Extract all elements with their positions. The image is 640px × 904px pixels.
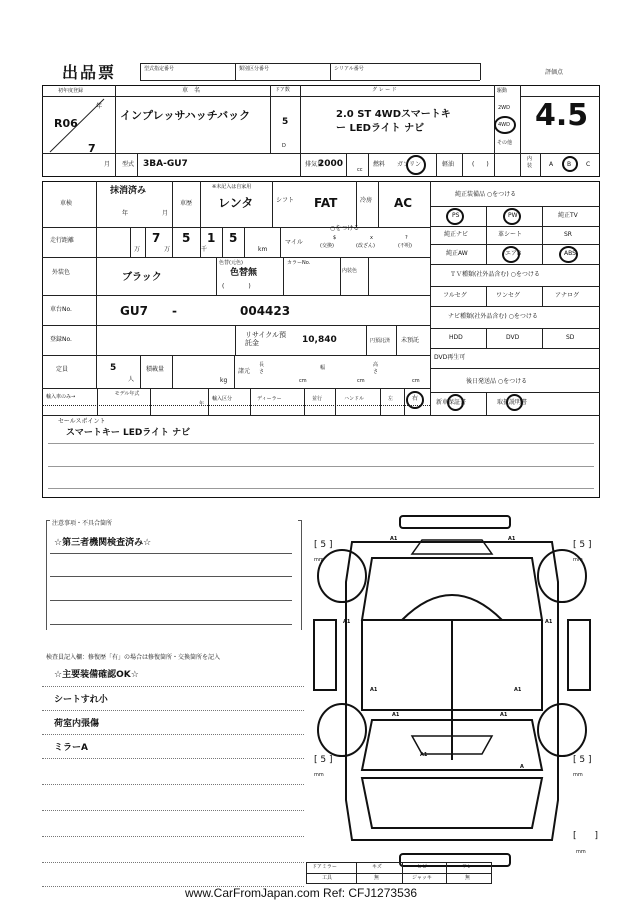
height-label: 高さ [373,362,379,375]
meter-label-2: (改ざん) [356,243,375,249]
sales-point-label: セールスポイント [58,418,106,425]
shaken-label: 車検 [60,200,73,207]
legend-scratch: キズ [372,864,382,870]
tread-fl: [ 5 ] [314,540,333,550]
length-label: 長さ [259,362,265,375]
date-slash [42,97,115,153]
capacity-label: 定員 [56,366,69,373]
damage-a1-2: A1 [508,536,516,542]
damage-a1-1: A1 [390,536,398,542]
meter-label-3: (不明) [398,243,412,249]
inspector-item-3: 荷室内張傷 [54,719,100,729]
ship-manual-circle [506,394,523,411]
diesel-bracket: ( ) [472,161,489,168]
ext-color-label: 外装色 [52,269,71,276]
model-year-unit: 年 [199,401,205,407]
tv-head: ＴＶ種類(社外品含む) ○をつける [450,271,540,278]
legend-break: ワレ [462,864,473,870]
doors-label: ドア数 [275,87,290,93]
damage-a1-7: A1 [392,712,400,718]
opt-ps-circle [446,208,464,225]
opt-tv: 純正TV [558,212,578,219]
fuel-circle [406,155,426,175]
tread-rl-unit: mm [314,772,324,778]
recycle-label: リサイクル預託金 [245,331,287,347]
history-note: ※未記入は自家用 [212,184,252,190]
handle-label: ハンドル [344,396,365,402]
opt-abs: ABS [564,250,576,257]
drive-other: その他 [497,140,513,146]
recycle-no: 未預託 [401,337,420,344]
ext-color-value: ブラック [122,272,162,283]
width-label: 幅 [320,365,326,371]
opt-airbag-circle [502,246,520,263]
recycle-unit: 円預託済 [370,338,391,344]
genuine-head: 純正装備品 ○をつける [455,191,517,198]
cc-unit: cc [357,167,363,173]
navi-dvd: DVD [506,334,520,341]
mileage-label: 走行距離 [50,237,75,244]
handle-left: 左 [388,396,394,402]
grade-line-2: ー LEDライト ナビ [336,123,425,134]
history-value: レンタ [218,196,254,210]
evaluation-score: 4.5 [535,98,589,133]
opt-ps: PS [452,212,460,219]
interior-c: C [586,161,591,168]
chassis-label: 車台No. [50,306,72,313]
ship-manual: 取扱説明書 [497,399,528,406]
model-year-label: モデル年式 [114,391,140,397]
int-color-label: 内装色 [342,268,358,274]
repaint-bracket: ( ) [222,283,251,290]
maru-hint: ○をつける [330,225,360,232]
mileage-digit-2: 5 [182,231,191,245]
shaken-year: 年 [122,210,129,217]
legend-jack-none: 無 [465,875,471,881]
doors-value: 5 [282,117,289,127]
import-dealer: ディーラー [257,396,282,402]
interior-b-circle [562,156,578,172]
damage-a1-5: A1 [370,687,378,693]
field-class-no: 類別区分番号 [239,66,270,72]
dvd-playback: DVD再生可 [434,354,466,361]
tread-spare: [ ] [573,831,599,841]
opt-leather: 革シート [498,231,523,238]
fuel-label: 燃料 [373,161,386,168]
first-reg-label: 初年度登録 [58,88,84,94]
tv-fullseg: フルセグ [443,292,467,299]
color-no-label: カラーNo. [287,260,311,266]
navi-head: ナビ種類(社外品含む) ○をつける [448,313,538,320]
capacity-unit: 人 [128,376,135,383]
mileage-man: 万 [164,246,171,253]
mile-label: マイル [285,239,303,246]
score-label: 評価点 [545,69,564,76]
legend-tools: 工具 [322,875,333,881]
legend-jack: ジャッキ [412,875,432,881]
import-cat-label: 輸入区分 [212,396,233,402]
inspector-item-1: ☆主要装備確認OK☆ [54,670,139,680]
import-parallel: 並行 [312,396,323,402]
shaken-month: 月 [162,210,169,217]
fuel-gasoline: ガソリン [397,161,422,168]
import-label: 輸入車のみ→ [46,394,76,400]
drive-label: 駆動 [497,88,508,94]
reg-no-label: 登録No. [50,336,72,343]
ship-warranty: 新車保証書 [436,399,467,406]
first-reg-year: R06 [54,117,78,130]
opt-pw: PW [508,212,518,219]
shift-label: シフト [276,197,295,204]
ac-label: 冷房 [360,197,373,204]
shift-value: FAT [314,196,338,210]
legend-tools-none: 無 [374,875,380,881]
mileage-digit-3: 1 [207,231,216,245]
damage-a-10: A [520,764,524,770]
capacity-value: 5 [110,363,117,373]
displacement-value: 2000 [318,159,344,169]
sheet-title: 出品票 [62,63,117,82]
dims-label: 諸元 [238,368,251,375]
ship-head: 後日発送品 ○をつける [466,378,528,385]
mileage-digit-1: 7 [152,231,161,245]
tread-rl: [ 5 ] [314,755,333,765]
damage-a1-4: A1 [545,619,553,625]
ac-value: AC [394,196,413,210]
notes-label: 注意事項・不具合箇所 [52,520,113,527]
damage-a1-9: A1 [420,752,428,758]
damage-a1-3: A1 [343,619,351,625]
handle-right-circle [406,391,424,409]
car-name-label: 車 名 [182,87,201,94]
first-reg-month: 7 [88,142,96,155]
drive-4wd: 4WD [498,122,510,128]
repaint-value: 色替無 [230,268,258,278]
inspector-item-4: ミラーA [54,743,88,753]
opt-airbag: エアB [505,250,522,257]
opt-sr: SR [564,231,572,238]
opt-aw: 純正AW [446,250,468,257]
navi-sd: SD [566,334,575,341]
displacement-label: 排気量 [305,161,324,168]
length-cm: cm [299,378,307,384]
load-label: 積載量 [146,366,165,373]
model-code: 3BA-GU7 [143,159,188,169]
footer-ref: www.CarFromJapan.com Ref: CFJ1273536 [185,886,418,900]
tread-fr-unit: mm [573,557,583,563]
tread-fl-unit: mm [314,557,324,563]
repaint-label: 色替(元色) [219,260,243,266]
history-label: 車歴 [180,200,193,207]
field-serial-no: シリアル番号 [334,66,364,72]
tv-oneseg: ワンセグ [496,292,521,299]
chassis-dash: - [172,304,177,318]
opt-navi: 純正ナビ [444,231,469,238]
tread-rr: [ 5 ] [573,755,592,765]
grade-line-1: 2.0 ST 4WDスマートキ [336,109,451,120]
meter-opt-3: ? [405,235,408,241]
tread-rr-unit: mm [573,772,583,778]
height-cm: cm [412,378,420,384]
width-cm: cm [357,378,365,384]
mileage-km: km [258,246,268,253]
car-body-diagram [312,510,592,872]
meter-opt-2: x [370,235,373,241]
mileage-man-2: 万 [134,246,141,253]
navi-hdd: HDD [449,334,463,341]
tread-spare-unit: mm [576,849,586,855]
mileage-digit-4: 5 [229,231,238,245]
inspector-item-2: シートすれ小 [54,695,108,705]
opt-pw-circle [503,208,521,225]
legend-crack: ヒビ [417,864,428,870]
shaken-value: 抹消済み [110,186,147,196]
load-kg: kg [220,377,228,384]
model-code-label: 型式 [122,161,135,168]
car-name: インプレッサハッチバック [120,109,251,122]
interior-a: A [549,161,554,168]
tread-fr: [ 5 ] [573,540,592,550]
damage-a1-6: A1 [514,687,522,693]
year-word: 年 [96,103,103,110]
grade-label: グ レ ー ド [372,87,397,93]
mileage-sen: 千 [201,246,208,253]
interior-b: B [567,161,572,168]
interior-label: 内装 [527,156,533,169]
ship-warranty-circle [447,394,464,411]
recycle-value: 10,840 [302,335,337,345]
drive-2wd: 2WD [498,105,510,111]
chassis-prefix: GU7 [120,304,148,318]
handle-right: 右 [412,395,419,402]
legend-mirror: ドアミラー [312,864,337,870]
month-word: 月 [104,161,111,168]
sales-point-text: スマートキー LEDライト ナビ [66,428,191,438]
damage-a1-8: A1 [500,712,508,718]
inspector-label: 検査員記入欄：修復歴「有」の場合は修復箇所・交換箇所を記入 [46,654,221,661]
tv-analog: アナログ [555,292,580,299]
d-mark: D [282,143,286,149]
opt-abs-circle [559,246,578,263]
meter-opt-1: $ [333,235,337,241]
meter-label-1: (交換) [320,243,334,249]
field-type-no: 型式指定番号 [144,66,175,72]
chassis-number: 004423 [240,304,291,318]
diesel-label: 軽油 [442,161,455,168]
notes-line-1: ☆第三者機関検査済み☆ [54,538,152,548]
drive-4wd-circle [494,116,516,134]
